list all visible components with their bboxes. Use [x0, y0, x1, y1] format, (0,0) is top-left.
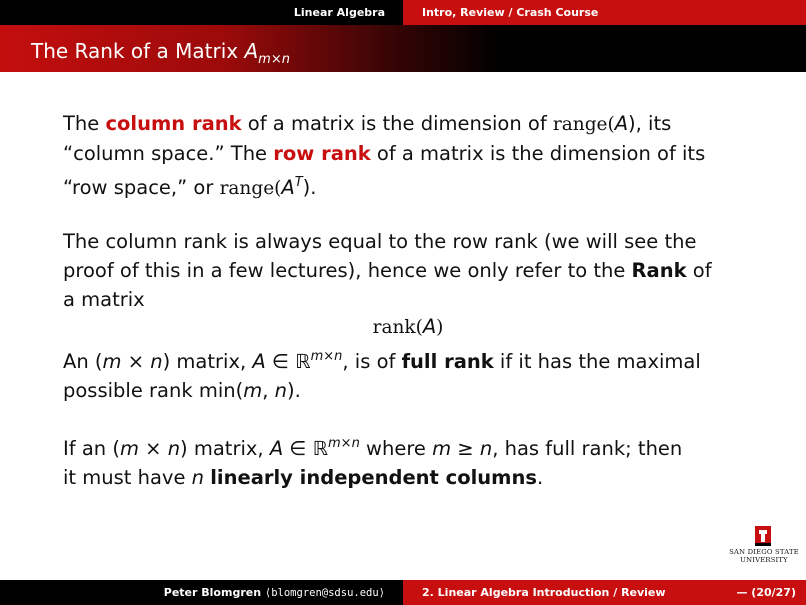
math-n: n [479, 437, 493, 460]
footer-talk[interactable] [403, 580, 806, 605]
math-paren: ) [436, 317, 444, 338]
math-geq: ≥ [451, 437, 480, 460]
frame-title [31, 39, 290, 67]
math-in: ∈ [283, 437, 313, 460]
frame-title-text: The Rank of a Matrix [31, 39, 245, 63]
math-m: m [102, 350, 122, 373]
sdsu-logo-text [724, 548, 804, 564]
text: ) matrix, [162, 350, 253, 373]
math-rank: rank( [372, 317, 423, 338]
math-A: A [281, 176, 295, 199]
footer-bar [0, 580, 806, 605]
math-n: n [167, 437, 181, 460]
header-subsection[interactable] [403, 0, 806, 25]
math-in: ∈ [265, 350, 296, 373]
term-rank: Rank [631, 259, 687, 282]
term-full-rank: full rank [401, 350, 494, 373]
logo-line-2: UNIVERSITY [740, 556, 788, 564]
text: If an ( [63, 437, 120, 460]
paragraph-full-rank [63, 342, 753, 405]
term-row-rank: row rank [273, 142, 371, 165]
math-A: A [422, 315, 437, 338]
header-section[interactable] [0, 0, 403, 25]
frame-title-bar [0, 25, 806, 72]
text: , is of [342, 350, 402, 373]
equation-rank [63, 312, 753, 342]
math-m: m [432, 437, 452, 460]
term-linearly-independent-columns: linearly independent columns [210, 466, 537, 489]
text: possible rank min( [63, 379, 244, 402]
text: if it has the maximal [493, 350, 701, 373]
text: The [63, 112, 106, 135]
text: , has full rank; then [492, 437, 683, 460]
text: An ( [63, 350, 103, 373]
text: The column rank is always equal to the row rank (we will see the [63, 230, 697, 253]
math-m: m [243, 379, 263, 402]
slide-content [63, 109, 753, 492]
math-range: range( [219, 178, 282, 199]
footer-author-name[interactable]: Peter Blomgren [163, 586, 262, 599]
math-m: m [119, 437, 139, 460]
text: . [537, 466, 544, 489]
text: of a matrix is the dimension of [241, 112, 553, 135]
text: “column space.” The [63, 142, 274, 165]
paragraph-rank-equality [63, 227, 753, 314]
math-n: n [274, 379, 287, 402]
text: a matrix [63, 288, 145, 311]
header-bar [0, 0, 806, 25]
math-transpose: T [294, 175, 303, 190]
header-section-label[interactable]: Linear Algebra [293, 6, 385, 19]
text: of [686, 259, 712, 282]
footer-page-number[interactable]: — (20/27) [736, 586, 796, 599]
header-subsection-label[interactable]: Intro, Review / Crash Course [422, 6, 599, 19]
text: ) matrix, [180, 437, 270, 460]
math-superscript: m×n [310, 349, 343, 364]
text: where [359, 437, 433, 460]
math-n: n [150, 350, 163, 373]
text: of a matrix is the dimension of its [370, 142, 706, 165]
text: proof of this in a few lectures), hence we only refer to the [63, 259, 632, 282]
math-reals: ℝ [312, 437, 329, 460]
frame-title-subscript: m×n [258, 52, 290, 67]
term-column-rank: column rank [105, 112, 242, 135]
frame-title-matrix: A [244, 39, 259, 63]
math-n: n [191, 466, 205, 489]
math-reals: ℝ [295, 350, 311, 373]
text: “row space,” or [63, 176, 220, 199]
math-superscript: m×n [328, 436, 360, 451]
paragraph-independent-columns [63, 429, 753, 492]
math-A: A [614, 112, 629, 135]
math-range: range( [552, 114, 615, 135]
footer-talk-title[interactable]: 2. Linear Algebra Introduction / Review [422, 586, 666, 599]
text: it must have [63, 466, 192, 489]
paragraph-column-row-rank [63, 109, 753, 203]
logo-line-1: SAN DIEGO STATE [729, 548, 799, 556]
footer-author[interactable] [0, 580, 403, 605]
text: , [262, 379, 275, 402]
math-times: × [138, 437, 168, 460]
text: ). [287, 379, 301, 402]
math-A: A [252, 350, 266, 373]
math-times: × [121, 350, 151, 373]
footer-author-email[interactable]: ⟨blomgren@sdsu.edu⟩ [264, 586, 385, 599]
math-A: A [269, 437, 284, 460]
text: ). [302, 176, 317, 199]
text: ), its [628, 112, 672, 135]
